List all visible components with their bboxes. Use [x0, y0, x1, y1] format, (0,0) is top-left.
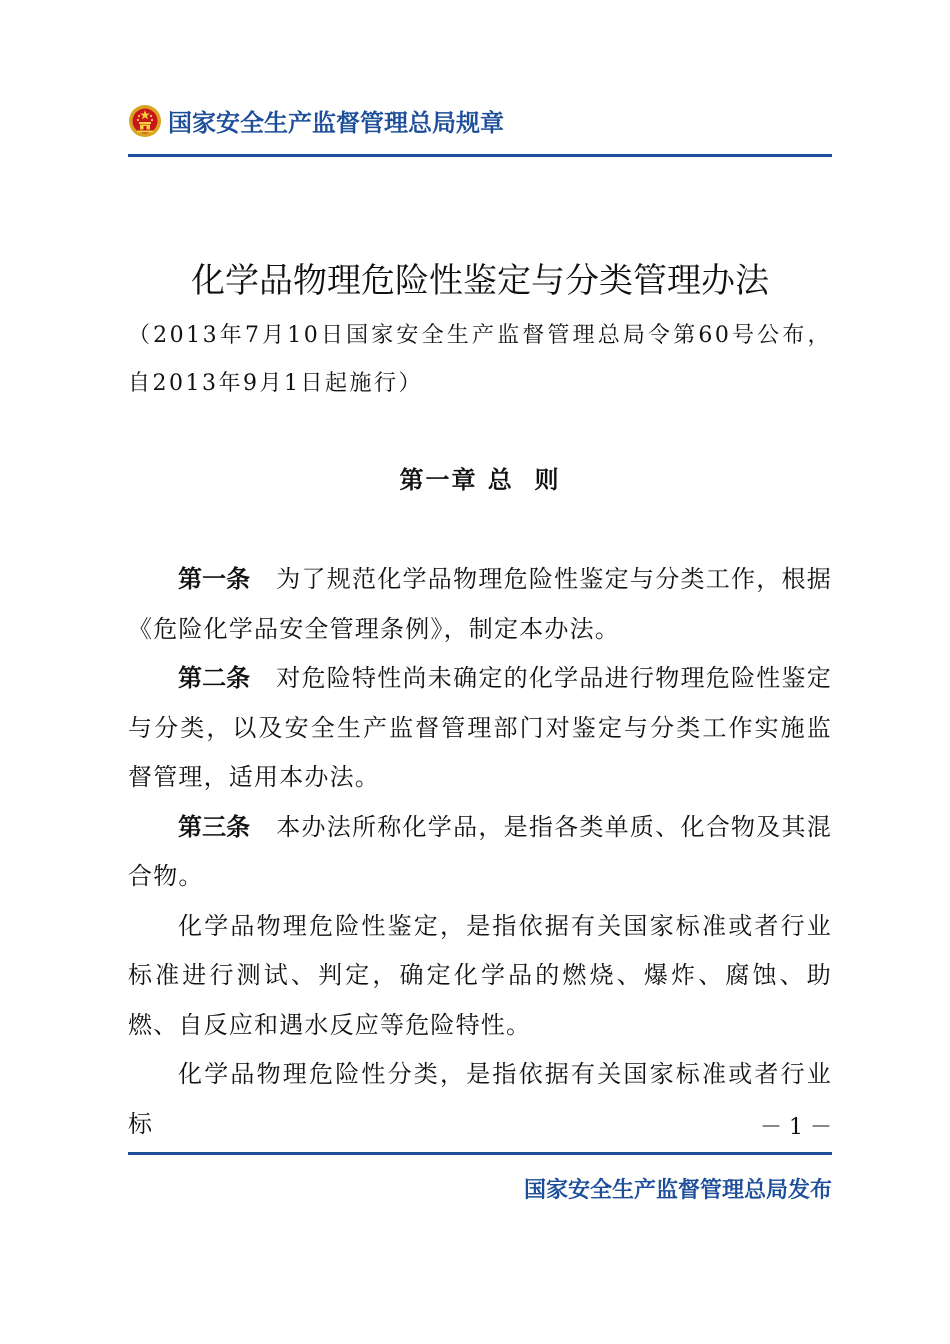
article-label: 第三条	[178, 812, 251, 841]
paragraph-text: 化学品物理危险性分类，是指依据有关国家标准或者行业标	[128, 1060, 832, 1138]
national-emblem-icon	[128, 104, 162, 138]
article-text: 对危险特性尚未确定的化学品进行物理危险性鉴定与分类，以及安全生产监督管理部门对鉴定与分类工作实施监督管理，适用本办法。	[128, 664, 832, 791]
footer-publisher: 国家安全生产监督管理总局发布	[523, 1178, 832, 1203]
document-body	[128, 555, 832, 1149]
paragraph	[128, 1050, 832, 1149]
header-divider	[128, 154, 832, 157]
header-title: 国家安全生产监督管理总局规章	[168, 109, 504, 137]
document-title: 化学品物理危险性鉴定与分类管理办法	[191, 261, 769, 301]
article-1	[128, 555, 832, 654]
footer-divider	[128, 1152, 832, 1155]
page-header	[128, 100, 832, 146]
article-2	[128, 654, 832, 803]
paragraph	[128, 902, 832, 1051]
article-label: 第二条	[178, 664, 251, 692]
paragraph-text: 化学品物理危险性鉴定，是指依据有关国家标准或者行业标准进行测试、判定，确定化学品的燃烧、爆炸、腐蚀、助燃、自反应和遇水反应等危险特性。	[128, 911, 832, 1039]
article-3	[128, 803, 832, 902]
article-label: 第一条	[178, 565, 251, 593]
document-subtitle: （2013年7月10日国家安全生产监督管理总局令第60号公布，自2013年9月1日起施行）	[128, 323, 832, 396]
article-text: 为了规范化学品物理危险性鉴定与分类工作，根据《危险化学品安全管理条例》，制定本办法。	[128, 565, 832, 643]
page-number: － 1 －	[760, 1115, 832, 1140]
chapter-heading: 第一章 总 则	[399, 466, 561, 494]
article-text: 本办法所称化学品，是指各类单质、化合物及其混合物。	[128, 812, 832, 890]
